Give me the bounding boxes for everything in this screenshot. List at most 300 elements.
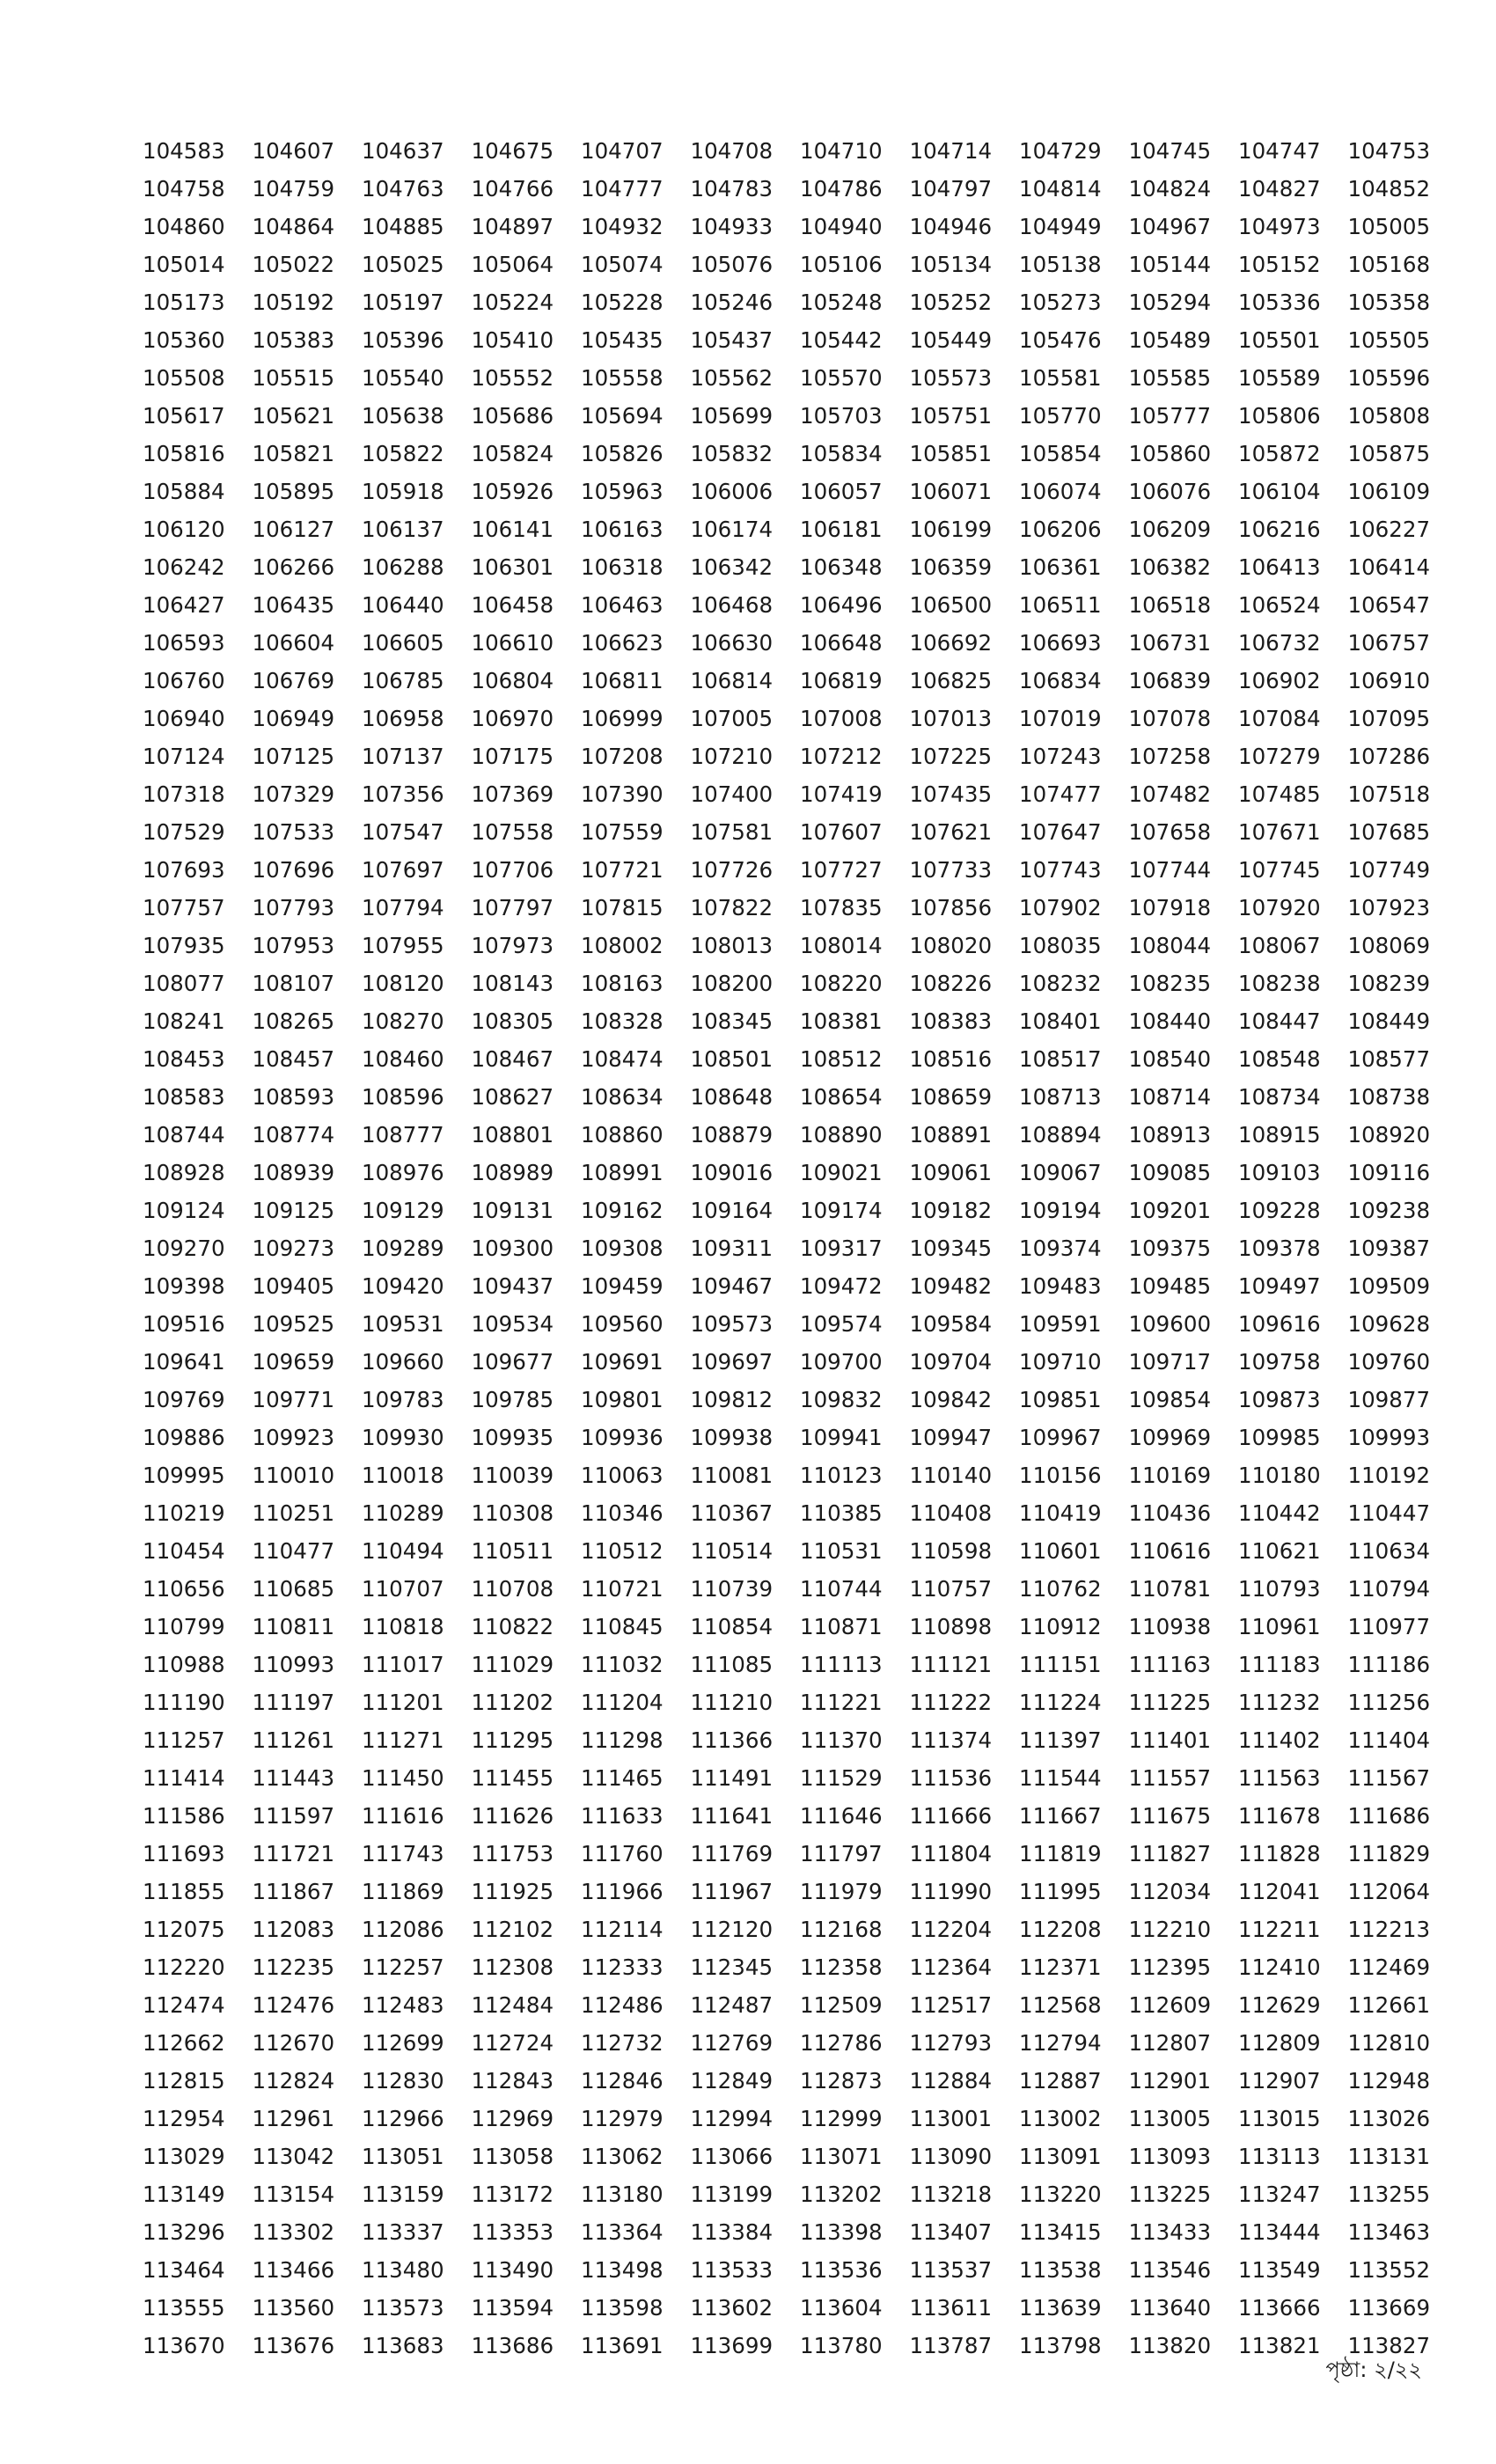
number-cell: 109769 — [143, 1387, 225, 1412]
number-cell: 110601 — [1019, 1538, 1102, 1564]
number-cell: 110436 — [1128, 1500, 1212, 1526]
number-cell: 110845 — [581, 1614, 664, 1639]
number-cell: 105821 — [252, 441, 335, 466]
number-cell: 104707 — [581, 138, 664, 164]
number-cell: 106181 — [800, 517, 883, 542]
number-cell: 111295 — [471, 1727, 554, 1753]
number-cell: 113798 — [1019, 2333, 1102, 2358]
number-cell: 108517 — [1019, 1046, 1102, 1072]
number-cell: 110010 — [252, 1463, 335, 1488]
number-cell: 110251 — [252, 1500, 335, 1526]
number-cell: 107477 — [1019, 781, 1102, 807]
number-cell: 111397 — [1019, 1727, 1102, 1753]
number-cell: 113676 — [252, 2333, 335, 2358]
number-cell: 113827 — [1347, 2333, 1431, 2358]
number-cell: 106500 — [909, 592, 993, 618]
number-cell: 107084 — [1238, 706, 1321, 731]
number-cell: 104675 — [471, 138, 554, 164]
number-cell: 111819 — [1019, 1841, 1102, 1866]
number-cell: 109300 — [471, 1236, 554, 1261]
number-cell: 110739 — [690, 1576, 774, 1602]
number-cell: 107621 — [909, 819, 993, 845]
number-cell: 107794 — [362, 895, 444, 920]
number-cell: 105824 — [471, 441, 554, 466]
number-cell: 105192 — [252, 290, 335, 315]
number-cell: 109525 — [252, 1311, 335, 1337]
number-cell: 109697 — [690, 1349, 774, 1375]
number-cell: 109947 — [909, 1425, 993, 1450]
number-cell: 113042 — [252, 2144, 335, 2169]
number-cell: 112843 — [471, 2068, 554, 2094]
number-cell: 104827 — [1238, 176, 1321, 202]
number-cell: 111567 — [1347, 1765, 1431, 1791]
number-cell: 108734 — [1238, 1084, 1321, 1110]
number-cell: 105822 — [362, 441, 444, 466]
number-cell: 112699 — [362, 2030, 444, 2056]
number-cell: 108460 — [362, 1046, 444, 1072]
number-cell: 106834 — [1019, 668, 1102, 693]
number-cell: 106199 — [909, 517, 993, 542]
number-cell: 113546 — [1128, 2257, 1212, 2283]
number-cell: 112979 — [581, 2106, 664, 2131]
number-cell: 106910 — [1347, 668, 1431, 693]
number-cell: 111450 — [362, 1765, 444, 1791]
number-cell: 110993 — [252, 1652, 335, 1677]
number-cell: 113415 — [1019, 2219, 1102, 2245]
number-cell: 113666 — [1238, 2295, 1321, 2321]
number-cell: 110621 — [1238, 1538, 1321, 1564]
number-cell: 109851 — [1019, 1387, 1102, 1412]
number-cell: 110408 — [909, 1500, 993, 1526]
number-cell: 106970 — [471, 706, 554, 731]
number-cell: 111113 — [800, 1652, 883, 1677]
number-cell: 109103 — [1238, 1160, 1321, 1185]
number-cell: 104583 — [143, 138, 225, 164]
number-cell: 105638 — [362, 403, 444, 429]
number-cell: 106318 — [581, 554, 664, 580]
number-cell: 113463 — [1347, 2219, 1431, 2245]
number-cell: 112235 — [252, 1954, 335, 1980]
number-cell: 110912 — [1019, 1614, 1102, 1639]
number-cell: 105826 — [581, 441, 664, 466]
number-cell: 112969 — [471, 2106, 554, 2131]
number-cell: 105832 — [690, 441, 774, 466]
number-cell: 109317 — [800, 1236, 883, 1261]
number-cell: 109704 — [909, 1349, 993, 1375]
number-cell: 107647 — [1019, 819, 1102, 845]
number-cell: 108501 — [690, 1046, 774, 1072]
number-cell: 109985 — [1238, 1425, 1321, 1450]
number-cell: 109228 — [1238, 1198, 1321, 1223]
number-cell: 105872 — [1238, 441, 1321, 466]
number-cell: 106141 — [471, 517, 554, 542]
number-cell: 106104 — [1238, 479, 1321, 504]
number-cell: 104814 — [1019, 176, 1102, 202]
number-cell: 112966 — [362, 2106, 444, 2131]
number-cell: 107671 — [1238, 819, 1321, 845]
number-cell: 109061 — [909, 1160, 993, 1185]
number-cell: 111769 — [690, 1841, 774, 1866]
number-cell: 110219 — [143, 1500, 225, 1526]
number-cell: 110871 — [800, 1614, 883, 1639]
number-cell: 112873 — [800, 2068, 883, 2094]
number-cell: 105573 — [909, 365, 993, 391]
number-cell: 108449 — [1347, 1008, 1431, 1034]
number-cell: 113555 — [143, 2295, 225, 2321]
number-cell: 113594 — [471, 2295, 554, 2321]
number-cell: 108328 — [581, 1008, 664, 1034]
number-cell: 108474 — [581, 1046, 664, 1072]
number-cell: 106902 — [1238, 668, 1321, 693]
number-cell: 107485 — [1238, 781, 1321, 807]
number-cell: 108714 — [1128, 1084, 1212, 1110]
number-cell: 108238 — [1238, 971, 1321, 996]
number-cell: 108067 — [1238, 933, 1321, 958]
number-cell: 107419 — [800, 781, 883, 807]
number-cell: 112064 — [1347, 1879, 1431, 1904]
number-cell: 110811 — [252, 1614, 335, 1639]
number-cell: 105360 — [143, 327, 225, 353]
number-cell: 109717 — [1128, 1349, 1212, 1375]
number-cell: 108226 — [909, 971, 993, 996]
number-cell: 108928 — [143, 1160, 225, 1185]
number-cell: 113821 — [1238, 2333, 1321, 2358]
number-cell: 110794 — [1347, 1576, 1431, 1602]
number-cell: 111183 — [1238, 1652, 1321, 1677]
number-cell: 108383 — [909, 1008, 993, 1034]
number-cell: 110762 — [1019, 1576, 1102, 1602]
number-cell: 112901 — [1128, 2068, 1212, 2094]
number-cell: 112333 — [581, 1954, 664, 1980]
number-cell: 106940 — [143, 706, 225, 731]
number-cell: 110977 — [1347, 1614, 1431, 1639]
number-cell: 109995 — [143, 1463, 225, 1488]
number-cell: 105476 — [1019, 327, 1102, 353]
number-cell: 109375 — [1128, 1236, 1212, 1261]
number-cell: 105854 — [1019, 441, 1102, 466]
number-cell: 112769 — [690, 2030, 774, 2056]
number-cell: 110346 — [581, 1500, 664, 1526]
number-cell: 108634 — [581, 1084, 664, 1110]
number-cell: 107797 — [471, 895, 554, 920]
number-cell: 106209 — [1128, 517, 1212, 542]
number-cell: 112211 — [1238, 1917, 1321, 1942]
number-cell: 109311 — [690, 1236, 774, 1261]
number-cell: 105410 — [471, 327, 554, 353]
number-cell: 110494 — [362, 1538, 444, 1564]
number-cell: 108627 — [471, 1084, 554, 1110]
number-cell: 107706 — [471, 857, 554, 883]
number-cell: 113113 — [1238, 2144, 1321, 2169]
number-cell: 113683 — [362, 2333, 444, 2358]
page-number: পৃষ্ঠা: ২/২২ — [1325, 2358, 1422, 2382]
number-cell: 106825 — [909, 668, 993, 693]
number-cell: 106496 — [800, 592, 883, 618]
number-cell: 113820 — [1128, 2333, 1212, 2358]
number-cell: 105437 — [690, 327, 774, 353]
number-cell: 106769 — [252, 668, 335, 693]
number-cell: 108163 — [581, 971, 664, 996]
number-cell: 105699 — [690, 403, 774, 429]
number-cell: 111979 — [800, 1879, 883, 1904]
number-cell: 110988 — [143, 1652, 225, 1677]
number-cell: 113640 — [1128, 2295, 1212, 2321]
number-cell: 105806 — [1238, 403, 1321, 429]
number-cell: 110454 — [143, 1538, 225, 1564]
number-cell: 112849 — [690, 2068, 774, 2094]
number-cell: 111675 — [1128, 1803, 1212, 1829]
number-cell: 108913 — [1128, 1122, 1212, 1148]
number-cell: 113001 — [909, 2106, 993, 2131]
number-cell: 113407 — [909, 2219, 993, 2245]
number-cell: 106593 — [143, 630, 225, 656]
number-cell: 113384 — [690, 2219, 774, 2245]
number-cell: 111536 — [909, 1765, 993, 1791]
number-cell: 111544 — [1019, 1765, 1102, 1791]
number-cell: 113002 — [1019, 2106, 1102, 2131]
number-cell: 111121 — [909, 1652, 993, 1677]
number-cell: 111401 — [1128, 1727, 1212, 1753]
number-cell: 104637 — [362, 138, 444, 164]
number-cell: 105173 — [143, 290, 225, 315]
number-cell: 108453 — [143, 1046, 225, 1072]
number-cell: 108220 — [800, 971, 883, 996]
number-cell: 106604 — [252, 630, 335, 656]
number-cell: 107124 — [143, 744, 225, 769]
number-cell: 111190 — [143, 1690, 225, 1715]
number-cell: 106120 — [143, 517, 225, 542]
number-cell: 111017 — [362, 1652, 444, 1677]
number-cell: 113536 — [800, 2257, 883, 2283]
number-cell: 107793 — [252, 895, 335, 920]
number-cell: 109238 — [1347, 1198, 1431, 1223]
number-cell: 107955 — [362, 933, 444, 958]
number-cell: 106076 — [1128, 479, 1212, 504]
number-cell: 109935 — [471, 1425, 554, 1450]
number-cell: 108890 — [800, 1122, 883, 1148]
number-cell: 104885 — [362, 214, 444, 239]
number-cell: 110289 — [362, 1500, 444, 1526]
number-cell: 109405 — [252, 1273, 335, 1299]
number-cell: 112257 — [362, 1954, 444, 1980]
number-cell: 106511 — [1019, 592, 1102, 618]
number-cell: 105552 — [471, 365, 554, 391]
number-cell: 106648 — [800, 630, 883, 656]
number-cell: 109067 — [1019, 1160, 1102, 1185]
number-cell: 104729 — [1019, 138, 1102, 164]
number-cell: 112961 — [252, 2106, 335, 2131]
number-cell: 107356 — [362, 781, 444, 807]
number-cell: 112168 — [800, 1917, 883, 1942]
number-cell: 113670 — [143, 2333, 225, 2358]
number-cell: 113026 — [1347, 2106, 1431, 2131]
number-cell: 108777 — [362, 1122, 444, 1148]
number-cell: 105621 — [252, 403, 335, 429]
number-cell: 106610 — [471, 630, 554, 656]
number-cell: 109936 — [581, 1425, 664, 1450]
number-cell: 112807 — [1128, 2030, 1212, 2056]
number-cell: 109677 — [471, 1349, 554, 1375]
number-cell: 113091 — [1019, 2144, 1102, 2169]
number-cell: 111797 — [800, 1841, 883, 1866]
number-cell: 107390 — [581, 781, 664, 807]
number-cell: 110757 — [909, 1576, 993, 1602]
number-cell: 112907 — [1238, 2068, 1321, 2094]
number-cell: 105686 — [471, 403, 554, 429]
number-cell: 110854 — [690, 1614, 774, 1639]
number-cell: 111257 — [143, 1727, 225, 1753]
number-cell: 105585 — [1128, 365, 1212, 391]
number-cell: 108200 — [690, 971, 774, 996]
number-cell: 106692 — [909, 630, 993, 656]
number-cell: 108648 — [690, 1084, 774, 1110]
number-cell: 106731 — [1128, 630, 1212, 656]
number-cell: 108020 — [909, 933, 993, 958]
number-cell: 107013 — [909, 706, 993, 731]
number-cell: 106524 — [1238, 592, 1321, 618]
number-cell: 113180 — [581, 2182, 664, 2207]
number-cell: 106435 — [252, 592, 335, 618]
number-cell: 113691 — [581, 2333, 664, 2358]
number-cell: 112102 — [471, 1917, 554, 1942]
number-cell: 108232 — [1019, 971, 1102, 996]
number-cell: 106006 — [690, 479, 774, 504]
number-cell: 113199 — [690, 2182, 774, 2207]
number-cell: 105449 — [909, 327, 993, 353]
number-cell: 113611 — [909, 2295, 993, 2321]
number-cell: 113552 — [1347, 2257, 1431, 2283]
number-cell: 111370 — [800, 1727, 883, 1753]
number-cell: 108512 — [800, 1046, 883, 1072]
number-cell: 108014 — [800, 933, 883, 958]
number-cell: 108107 — [252, 971, 335, 996]
number-cell: 109938 — [690, 1425, 774, 1450]
number-cell: 106348 — [800, 554, 883, 580]
number-cell: 111374 — [909, 1727, 993, 1753]
number-cell: 109660 — [362, 1349, 444, 1375]
number-cell: 110721 — [581, 1576, 664, 1602]
number-cell: 105777 — [1128, 403, 1212, 429]
number-cell: 112220 — [143, 1954, 225, 1980]
number-cell: 112395 — [1128, 1954, 1212, 1980]
number-cell: 109162 — [581, 1198, 664, 1223]
number-cell: 107721 — [581, 857, 664, 883]
number-cell: 113005 — [1128, 2106, 1212, 2131]
number-cell: 109967 — [1019, 1425, 1102, 1450]
number-cell: 105168 — [1347, 252, 1431, 277]
number-cell: 113172 — [471, 2182, 554, 2207]
number-cell: 105134 — [909, 252, 993, 277]
number-cell: 108989 — [471, 1160, 554, 1185]
number-cell: 110822 — [471, 1614, 554, 1639]
number-cell: 110531 — [800, 1538, 883, 1564]
number-cell: 112086 — [362, 1917, 444, 1942]
number-cell: 107243 — [1019, 744, 1102, 769]
number-cell: 113058 — [471, 2144, 554, 2169]
number-cell: 110140 — [909, 1463, 993, 1488]
number-cell: 108991 — [581, 1160, 664, 1185]
number-cell: 106163 — [581, 517, 664, 542]
number-cell: 105562 — [690, 365, 774, 391]
number-cell: 111529 — [800, 1765, 883, 1791]
number-cell: 113093 — [1128, 2144, 1212, 2169]
number-cell: 105505 — [1347, 327, 1431, 353]
number-cell: 113066 — [690, 2144, 774, 2169]
number-cell: 111402 — [1238, 1727, 1321, 1753]
number-cell: 109760 — [1347, 1349, 1431, 1375]
number-cell: 104763 — [362, 176, 444, 202]
number-cell: 111163 — [1128, 1652, 1212, 1677]
number-cell: 111667 — [1019, 1803, 1102, 1829]
number-cell: 112308 — [471, 1954, 554, 1980]
number-cell: 109785 — [471, 1387, 554, 1412]
number-cell: 106288 — [362, 554, 444, 580]
number-cell: 106999 — [581, 706, 664, 731]
number-cell: 112994 — [690, 2106, 774, 2131]
number-cell: 109129 — [362, 1198, 444, 1223]
number-cell: 113090 — [909, 2144, 993, 2169]
number-cell: 112846 — [581, 2068, 664, 2094]
number-cell: 107685 — [1347, 819, 1431, 845]
number-cell: 113464 — [143, 2257, 225, 2283]
number-cell: 109378 — [1238, 1236, 1321, 1261]
number-cell: 105515 — [252, 365, 335, 391]
number-cell: 106359 — [909, 554, 993, 580]
number-cell: 104777 — [581, 176, 664, 202]
number-cell: 109628 — [1347, 1311, 1431, 1337]
number-cell: 108035 — [1019, 933, 1102, 958]
number-cell: 107558 — [471, 819, 554, 845]
number-cell: 107258 — [1128, 744, 1212, 769]
number-cell: 113480 — [362, 2257, 444, 2283]
number-cell: 104864 — [252, 214, 335, 239]
number-cell: 107210 — [690, 744, 774, 769]
number-cell: 112670 — [252, 2030, 335, 2056]
number-cell: 108457 — [252, 1046, 335, 1072]
number-cell: 110477 — [252, 1538, 335, 1564]
number-cell: 108044 — [1128, 933, 1212, 958]
number-cell: 110708 — [471, 1576, 554, 1602]
number-cell: 110616 — [1128, 1538, 1212, 1564]
number-cell: 113537 — [909, 2257, 993, 2283]
number-cell: 109801 — [581, 1387, 664, 1412]
number-cell: 109854 — [1128, 1387, 1212, 1412]
number-cell: 109194 — [1019, 1198, 1102, 1223]
number-cell: 104786 — [800, 176, 883, 202]
number-cell: 113787 — [909, 2333, 993, 2358]
number-cell: 108516 — [909, 1046, 993, 1072]
number-cell: 108447 — [1238, 1008, 1321, 1034]
number-cell: 105064 — [471, 252, 554, 277]
number-cell: 106137 — [362, 517, 444, 542]
number-cell: 110180 — [1238, 1463, 1321, 1488]
number-cell: 109398 — [143, 1273, 225, 1299]
number-cell: 104710 — [800, 138, 883, 164]
number-cell: 106785 — [362, 668, 444, 693]
number-cell: 109873 — [1238, 1387, 1321, 1412]
number-cell: 111225 — [1128, 1690, 1212, 1715]
number-cell: 112083 — [252, 1917, 335, 1942]
number-cell: 106266 — [252, 554, 335, 580]
number-cell: 108738 — [1347, 1084, 1431, 1110]
number-cell: 106958 — [362, 706, 444, 731]
number-cell: 112114 — [581, 1917, 664, 1942]
number-cell: 104949 — [1019, 214, 1102, 239]
number-cell: 111829 — [1347, 1841, 1431, 1866]
number-cell: 108069 — [1347, 933, 1431, 958]
number-cell: 113686 — [471, 2333, 554, 2358]
number-cell: 109584 — [909, 1311, 993, 1337]
